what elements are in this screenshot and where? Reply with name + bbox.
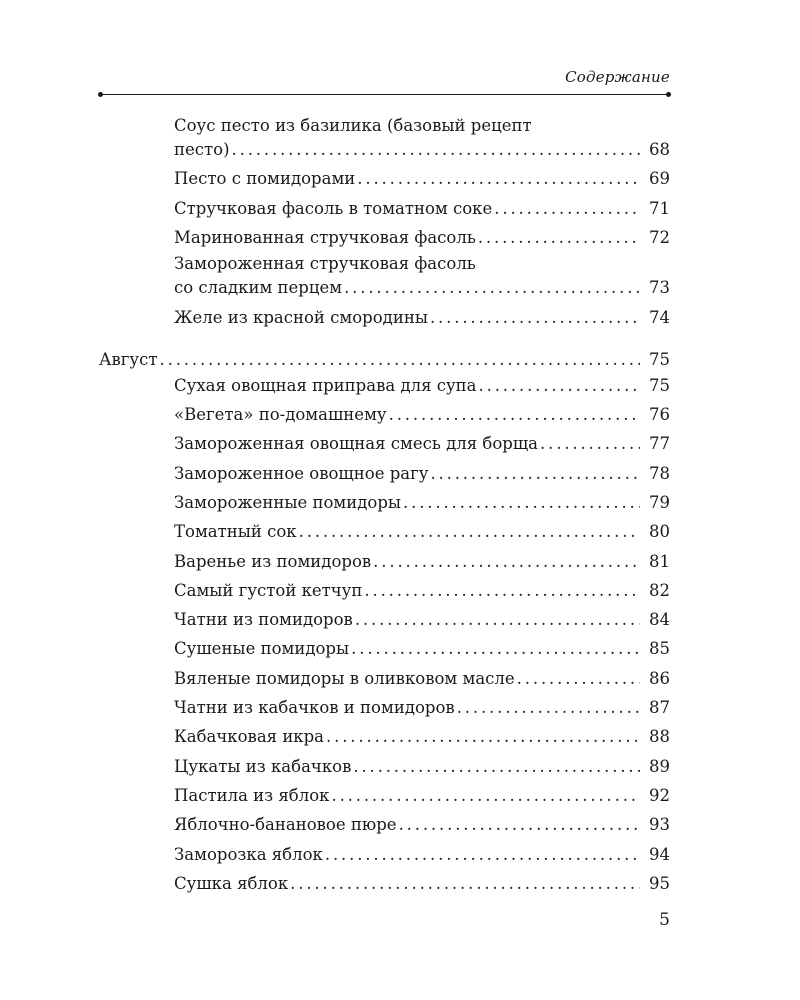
toc-page-number: 85 [649,639,670,658]
dot-leader [232,138,640,162]
toc-page-number: 69 [649,169,670,188]
toc-page-number: 74 [649,308,670,327]
dot-leader [355,608,640,632]
dot-leader [479,374,640,398]
toc-entry[interactable] [174,252,670,300]
toc-entry[interactable] [174,306,670,330]
toc-entry[interactable] [174,872,670,896]
toc-page-number: 87 [649,698,670,717]
toc-page-number: 73 [649,278,670,297]
toc-entry[interactable] [174,667,670,691]
toc-page-number: 79 [649,493,670,512]
toc-entry-title-line: Замороженная стручковая фасоль [174,254,476,273]
toc-entry[interactable] [174,579,670,603]
toc-entry[interactable] [174,813,670,837]
toc-entry-title: Вяленые помидоры в оливковом масле [174,669,515,688]
toc-page-number: 95 [649,874,670,893]
toc-page-number: 71 [649,199,670,218]
toc-entry[interactable] [174,403,670,427]
toc-entry[interactable] [174,755,670,779]
toc-entry[interactable] [174,696,670,720]
dot-leader [290,872,640,896]
dot-leader [160,348,640,372]
toc-entry-title: Цукаты из кабачков [174,757,352,776]
toc-entry[interactable] [174,843,670,867]
toc-entry-title: Замороженная овощная смесь для борща [174,434,539,453]
toc-entry[interactable] [174,491,670,515]
toc-page-number: 82 [649,581,670,600]
toc-entry-title: Желе из красной смородины [174,308,428,327]
toc-entry[interactable] [174,462,670,486]
toc-page-number: 88 [649,727,670,746]
toc-page-number: 92 [649,786,670,805]
dot-leader [399,813,640,837]
toc-page-number: 76 [649,405,670,424]
toc-page-number: 77 [649,434,670,453]
toc-section[interactable] [99,348,670,372]
dot-leader [351,637,640,661]
toc-entry[interactable] [174,608,670,632]
dot-leader [325,843,640,867]
toc-entry[interactable] [174,226,670,250]
toc-entry[interactable] [174,167,670,191]
toc-entry[interactable] [174,197,670,221]
dot-leader [299,520,640,544]
toc-entry-title: песто) [174,140,230,159]
toc-entry-title: Заморозка яблок [174,845,323,864]
toc-page-number: 72 [649,228,670,247]
toc-entry[interactable] [174,725,670,749]
toc-entry-title: Замороженное овощное рагу [174,464,429,483]
toc-entry-title: Яблочно-банановое пюре [174,815,397,834]
toc-entry-title: Сушка яблок [174,874,289,893]
dot-leader [494,197,640,221]
page-number: 5 [659,910,670,930]
toc-entry-title: Песто с помидорами [174,169,356,188]
toc-entry-title: Сушеные помидоры [174,639,350,658]
toc-entry[interactable] [174,432,670,456]
toc-page-number: 93 [649,815,670,834]
toc-entry-title: Варенье из помидоров [174,552,372,571]
toc-page-number: 84 [649,610,670,629]
dot-leader [457,696,640,720]
toc-page-number: 68 [649,140,670,159]
toc-entry-title: Пастила из яблок [174,786,330,805]
toc-page-number: 94 [649,845,670,864]
toc-page-number: 86 [649,669,670,688]
toc-entry[interactable] [174,374,670,398]
toc-entry-title: Самый густой кетчуп [174,581,363,600]
dot-leader [389,403,640,427]
toc-entry-title: «Вегета» по-домашнему [174,405,387,424]
toc-entry-title: Стручковая фасоль в томатном соке [174,199,493,218]
dot-leader [540,432,640,456]
dot-leader [331,784,640,808]
running-head: Содержание [565,68,670,86]
dot-leader [357,167,640,191]
toc-page-number: 81 [649,552,670,571]
dot-leader [364,579,640,603]
toc-entry-title: Маринованная стручковая фасоль [174,228,476,247]
dot-leader [353,755,640,779]
toc-page-number: 80 [649,522,670,541]
toc-entry-title: Сухая овощная приправа для супа [174,376,477,395]
toc-page-number: 75 [649,376,670,395]
dot-leader [344,276,640,300]
toc-entry[interactable] [174,637,670,661]
toc-entry-title-line: Соус песто из базилика (базовый рецепт [174,116,532,135]
toc-entry-title: Кабачковая икра [174,727,325,746]
toc-entry[interactable] [174,784,670,808]
toc-entry[interactable] [174,550,670,574]
toc-entry-title: Чатни из кабачков и помидоров [174,698,455,717]
toc-entry-title: со сладким перцем [174,278,343,297]
toc-page-number: 78 [649,464,670,483]
dot-leader [430,306,640,330]
toc-entry-title: Замороженные помидоры [174,493,402,512]
toc-entry[interactable] [174,520,670,544]
dot-leader [478,226,640,250]
toc-entry[interactable] [174,114,670,162]
toc-entry-title: Август [99,350,158,369]
dot-leader [430,462,640,486]
toc-entry-title: Чатни из помидоров [174,610,353,629]
dot-leader [403,491,640,515]
toc-page-number: 75 [649,350,670,369]
toc-entry-title: Томатный сок [174,522,297,541]
dot-leader [326,725,640,749]
toc-page-number: 89 [649,757,670,776]
dot-leader [373,550,640,574]
dot-leader [517,667,640,691]
